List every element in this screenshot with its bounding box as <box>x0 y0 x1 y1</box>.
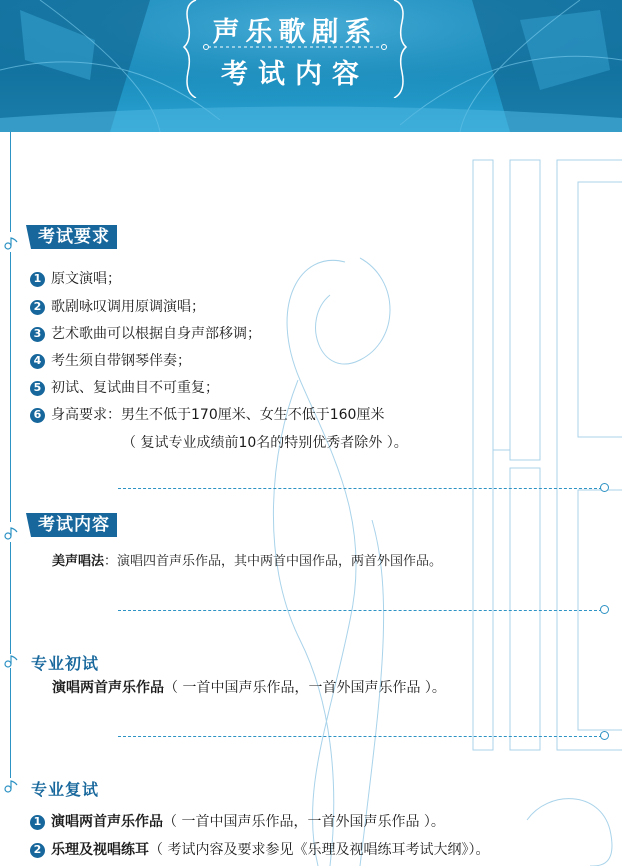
list-item <box>30 325 261 343</box>
preliminary-line <box>52 679 446 697</box>
item-number: 2 <box>30 300 45 315</box>
page-title-line2: 考试内容 <box>221 59 369 90</box>
preliminary-text: （ 一首中国声乐作品，一首外国声乐作品 ）。 <box>164 680 446 696</box>
guide-line <box>10 668 11 778</box>
item-number: 1 <box>30 815 45 830</box>
section-heading-content: 考试内容 <box>31 513 117 537</box>
list-item <box>30 379 219 397</box>
item-text: 身高要求：男生不低于170厘米、女生不低于160厘米 <box>51 407 385 423</box>
header-banner <box>0 0 622 132</box>
list-item <box>30 813 445 831</box>
item-text: 考生须自带钢琴伴奏； <box>51 353 191 369</box>
preliminary-bold: 演唱两首声乐作品 <box>52 680 164 696</box>
item-bold: 演唱两首声乐作品 <box>51 814 163 830</box>
divider-end-icon <box>600 605 609 614</box>
guide-line <box>10 252 11 522</box>
item-text: 原文演唱； <box>51 271 121 287</box>
page-title-line1: 声乐歌剧系 <box>212 17 378 48</box>
list-item <box>30 352 191 370</box>
item-number: 4 <box>30 354 45 369</box>
item-text: （ 考试内容及要求参见《乐理及视唱练耳考试大纲》）。 <box>149 842 490 858</box>
content-line <box>52 553 442 571</box>
item-bold: 乐理及视唱练耳 <box>51 842 149 858</box>
dashed-divider <box>118 488 602 489</box>
item-number: 5 <box>30 381 45 396</box>
height-exception-note: （ 复试专业成绩前10名的特别优秀者除外 ）。 <box>122 435 408 451</box>
dashed-divider <box>118 610 602 611</box>
content-label: 美声唱法 <box>52 554 105 569</box>
list-item <box>30 406 384 424</box>
content-colon: ： <box>104 554 118 569</box>
music-note-icon <box>3 526 19 540</box>
item-number: 2 <box>30 843 45 858</box>
item-text: （ 一首中国声乐作品，一首外国声乐作品 ）。 <box>163 814 445 830</box>
item-text: 歌剧咏叹调用原调演唱； <box>51 299 205 315</box>
section-heading-retest: 专业复试 <box>31 780 100 799</box>
section-heading-requirements: 考试要求 <box>31 225 117 249</box>
divider-end-icon <box>600 483 609 492</box>
music-note-icon <box>3 654 19 668</box>
item-number: 6 <box>30 408 45 423</box>
content-text: 演唱四首声乐作品，其中两首中国作品，两首外国作品。 <box>117 554 443 569</box>
list-item <box>30 270 121 288</box>
dashed-divider <box>118 736 602 737</box>
item-number: 3 <box>30 327 45 342</box>
list-item <box>30 298 205 316</box>
list-item <box>30 841 489 859</box>
music-note-icon <box>3 236 19 250</box>
music-note-icon <box>3 779 19 793</box>
item-number: 1 <box>30 272 45 287</box>
item-text: 初试、复试曲目不可重复； <box>51 380 219 396</box>
guide-line <box>10 132 11 232</box>
divider-end-icon <box>600 731 609 740</box>
item-text: 艺术歌曲可以根据自身声部移调； <box>51 326 261 342</box>
title-frame <box>182 0 408 98</box>
guide-line <box>10 542 11 654</box>
section-heading-preliminary: 专业初试 <box>31 654 100 673</box>
